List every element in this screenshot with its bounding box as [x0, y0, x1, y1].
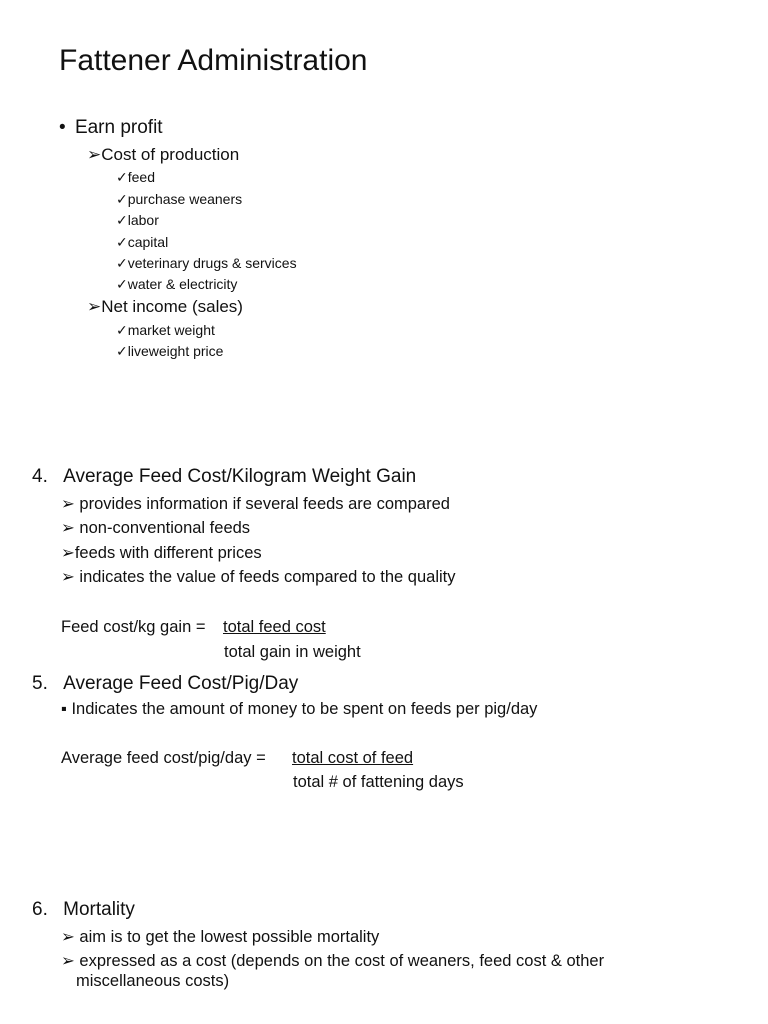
list-item: ➢ non-conventional feeds — [61, 519, 251, 537]
checkmark-icon: ✓ — [116, 234, 128, 250]
section-number: 5. — [32, 673, 48, 694]
formula-lhs: Feed cost/kg gain = — [61, 618, 206, 636]
square-bullet-icon: ▪ — [61, 700, 67, 718]
formula-denominator: total # of fattening days — [293, 773, 464, 791]
list-item: ▪ Indicates the amount of money to be spent on feeds per pig/day — [61, 700, 538, 718]
section-4-heading — [32, 466, 416, 488]
formula-lhs: Average feed cost/pig/day = — [61, 749, 266, 767]
arrow-bullet-icon: ➢ — [61, 928, 75, 946]
list-item: ✓feed — [116, 169, 155, 185]
section-6-heading — [32, 899, 135, 921]
formula-numerator: total feed cost — [223, 618, 326, 636]
list-item: ➢ indicates the value of feeds compared to the quality — [61, 568, 456, 586]
checkmark-icon: ✓ — [116, 255, 128, 271]
list-item: ➢ provides information if several feeds are compared — [61, 495, 450, 513]
list-item: ✓liveweight price — [116, 343, 224, 359]
section-title: Mortality — [63, 899, 135, 920]
section-5-heading — [32, 673, 298, 695]
checkmark-icon: ✓ — [116, 212, 128, 228]
checkmark-icon: ✓ — [116, 322, 128, 338]
arrow-bullet-icon: ➢ — [87, 145, 102, 164]
section-number: 6. — [32, 899, 48, 920]
arrow-bullet-icon: ➢ — [61, 952, 75, 970]
checkmark-icon: ✓ — [116, 191, 128, 207]
arrow-bullet-icon: ➢ — [61, 544, 75, 562]
earn-profit-label: Earn profit — [74, 117, 163, 138]
list-item: ➢ expressed as a cost (depends on the cost of weaners, feed cost & other — [61, 952, 605, 970]
section-title: Average Feed Cost/Kilogram Weight Gain — [63, 466, 417, 487]
section-number: 4. — [32, 466, 48, 487]
formula-numerator: total cost of feed — [292, 749, 414, 767]
net-income-item — [87, 297, 243, 317]
arrow-bullet-icon: ➢ — [61, 519, 75, 537]
list-item: ✓labor — [116, 212, 159, 228]
checkmark-icon: ✓ — [116, 343, 128, 359]
list-item: ✓veterinary drugs & services — [116, 255, 297, 271]
net-income-label: Net income (sales) — [101, 297, 243, 316]
earn-profit-item — [59, 117, 163, 139]
formula-denominator: total gain in weight — [224, 643, 361, 661]
list-item: ✓capital — [116, 234, 169, 250]
list-item: ➢ aim is to get the lowest possible mortality — [61, 928, 380, 946]
list-item: ✓water & electricity — [116, 276, 238, 292]
checkmark-icon: ✓ — [116, 169, 128, 185]
page-title: Fattener Administration — [59, 44, 368, 77]
cost-of-production-label: Cost of production — [101, 145, 240, 164]
section-title: Average Feed Cost/Pig/Day — [63, 673, 299, 694]
list-item: ✓market weight — [116, 322, 215, 338]
checkmark-icon: ✓ — [116, 276, 128, 292]
bullet-icon: • — [59, 117, 66, 138]
cost-of-production-item — [87, 145, 239, 165]
list-item-continuation: miscellaneous costs) — [76, 972, 230, 990]
list-item: ✓purchase weaners — [116, 191, 243, 207]
arrow-bullet-icon: ➢ — [87, 297, 102, 316]
arrow-bullet-icon: ➢ — [61, 495, 75, 513]
arrow-bullet-icon: ➢ — [61, 568, 75, 586]
list-item: ➢feeds with different prices — [61, 544, 262, 562]
